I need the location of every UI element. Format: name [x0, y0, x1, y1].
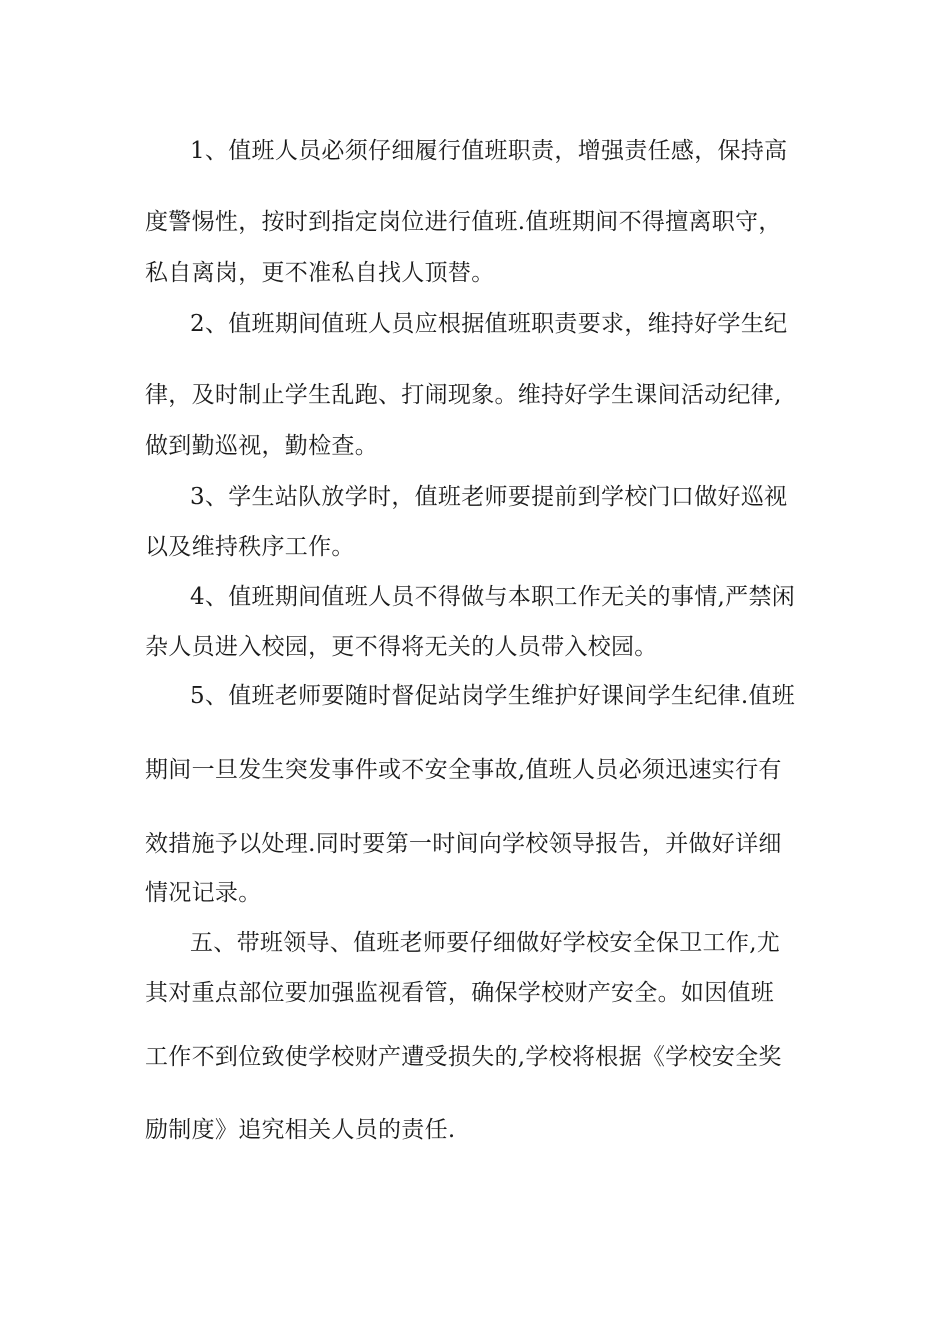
- paragraph-1-line-1: 1、值班人员必须仔细履行值班职责，增强责任感，保持高: [190, 138, 788, 164]
- paragraph-3-line-1: 3、学生站队放学时，值班老师要提前到学校门口做好巡视: [190, 484, 788, 510]
- paragraph-4-line-2: 杂人员进入校园，更不得将无关的人员带入校园。: [145, 634, 658, 660]
- paragraph-2-line-3: 做到勤巡视，勤检查。: [145, 433, 378, 459]
- paragraph-6-line-1: 五、带班领导、值班老师要仔细做好学校安全保卫工作,尤: [190, 930, 781, 956]
- paragraph-1-line-2: 度警惕性，按时到指定岗位进行值班.值班期间不得擅离职守，: [145, 209, 782, 235]
- paragraph-2-line-1: 2、值班期间值班人员应根据值班职责要求，维持好学生纪: [190, 311, 788, 337]
- paragraph-5-line-3: 效措施予以处理.同时要第一时间向学校领导报告，并做好详细: [145, 831, 782, 857]
- paragraph-6-line-4: 励制度》追究相关人员的责任.: [145, 1117, 456, 1143]
- paragraph-6-line-3: 工作不到位致使学校财产遭受损失的,学校将根据《学校安全奖: [145, 1044, 782, 1070]
- paragraph-2-line-2: 律，及时制止学生乱跑、打闹现象。维持好学生课间活动纪律,: [145, 382, 782, 408]
- paragraph-5-line-1: 5、值班老师要随时督促站岗学生维护好课间学生纪律.值班: [190, 683, 796, 709]
- paragraph-1-line-3: 私自离岗，更不准私自找人顶替。: [145, 260, 495, 286]
- paragraph-3-line-2: 以及维持秩序工作。: [145, 534, 355, 560]
- paragraph-5-line-4: 情况记录。: [145, 880, 262, 906]
- paragraph-5-line-2: 期间一旦发生突发事件或不安全事故,值班人员必须迅速实行有: [145, 757, 782, 783]
- paragraph-4-line-1: 4、值班期间值班人员不得做与本职工作无关的事情,严禁闲: [190, 584, 796, 610]
- paragraph-6-line-2: 其对重点部位要加强监视看管，确保学校财产安全。如因值班: [145, 980, 775, 1006]
